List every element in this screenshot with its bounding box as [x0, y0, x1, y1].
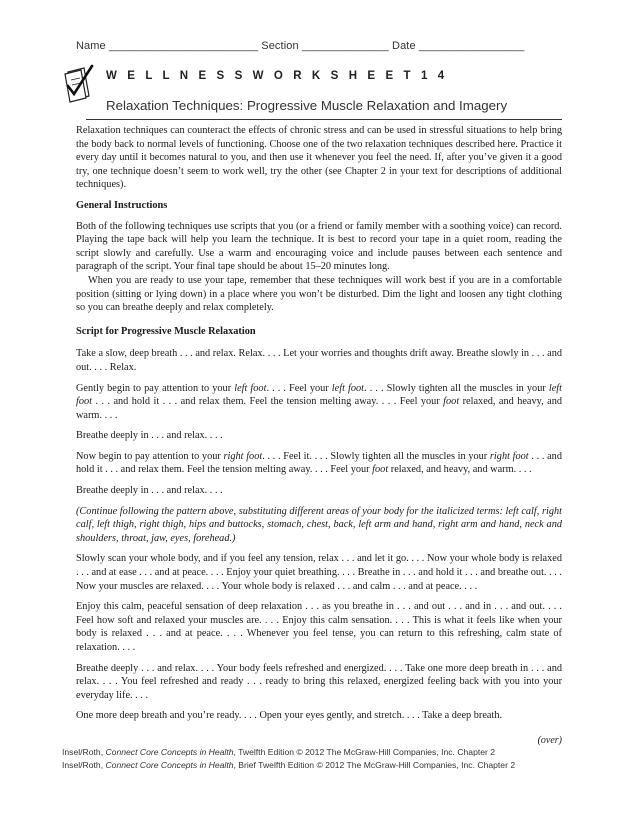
- script-step-10: One more deep breath and you’re ready. . . . Open your eyes gently, and stretch. . . . Take a deep breath.: [76, 710, 503, 722]
- footer-line-2: Insel/Roth, Connect Core Concepts in Health, Brief Twelfth Edition © 2012 The McGraw-Hill Companies, Inc. Chapter 2: [62, 760, 516, 770]
- script-step-1: Take a slow, deep breath . . . and relax. Relax. . . . Let your worries and thoughts drift away. Breathe slowly in . . . and out. . . . Relax.: [76, 348, 562, 373]
- script-step-4: Now begin to pay attention to your right foot. . . . Feel it. . . . Slowly tighten all the muscles in your right foot . . . and hold it . . . and relax them. Feel the tension melting away. . . . Feel your foot relaxed, and heavy, and warm. . . .: [76, 450, 562, 476]
- footer-line-1: Insel/Roth, Connect Core Concepts in Health, Twelfth Edition © 2012 The McGraw-Hill Companies, Inc. Chapter 2: [62, 747, 496, 757]
- copyright-footer: [62, 746, 515, 772]
- script-step-5: Breathe deeply in . . . and relax. . . .: [76, 485, 223, 497]
- general-instructions-paragraph-1: Both of the following techniques use scripts that you (or a friend or family member with a soothing voice) can record. Playing the tape back will help you learn the technique. It is best to record your tape in a quiet room, reading the script slowly and carefully. Use a warm and encouraging voice and include pauses between each sentence and paragraph of the script. Your final tape should be about 15–20 minutes long.: [76, 220, 562, 273]
- worksheet-header: [76, 58, 562, 124]
- script-pattern-note: (Continue following the pattern above, substituting different areas of your body for the italicized terms: left calf, right calf, left thigh, right thigh, hips and buttocks, stomach, chest, back, left arm and hand, right arm and hand, neck and shoulders, throat, jaw, eyes, forehead.): [76, 505, 562, 544]
- script-step-3: Breathe deeply in . . . and relax. . . .: [76, 430, 223, 442]
- general-instructions-heading: General Instructions: [76, 199, 168, 211]
- intro-paragraph: Relaxation techniques can counteract the effects of chronic stress and can be used in stressful situations to help bring the body back to normal levels of functioning. Choose one of the two relaxation techniques described here. Practice it every day until it becomes natural to you, and then use it whenever you feel the need. If, after you’ve given it a good try, one technique doesn’t seem to work well, try the other (see Chapter 2 in your text for descriptions of additional techniques).: [76, 125, 562, 191]
- name-section-date-line: Name ________________________ Section ______________ Date _________________: [76, 40, 525, 52]
- script-step-7: Slowly scan your whole body, and if you feel any tension, relax . . . and let it go. . . . Now your whole body is relaxed . . . and at ease . . . and at peace. . . . Enjoy your quiet breathing. . . . Breathe in . . . and hold it . . . and breathe out. . . . Now your muscles are relaxed. . . . Your whole body is relaxed . . . and calm . . . and at peace. . . .: [76, 553, 562, 592]
- script-heading: Script for Progressive Muscle Relaxation: [76, 325, 256, 337]
- worksheet-body: [76, 124, 562, 723]
- general-instructions-paragraph-2: When you are ready to use your tape, remember that these techniques will work best if you are in a comfortable position (sitting or lying down) in a place where you won’t be disturbed. Dim the light and loosen any tight clothing so you can breathe deeply and relax completely.: [76, 274, 562, 314]
- script-step-9: Breathe deeply . . . and relax. . . . Your body feels refreshed and energized. . . . Take one more deep breath in . . . and relax. . . . You feel refreshed and ready . . . ready to bring this relaxed, energized feeling back with you into your everyday life. . . .: [76, 662, 562, 701]
- worksheet-title: W E L L N E S S W O R K S H E E T 1 4: [106, 70, 448, 82]
- worksheet-page: [76, 40, 562, 730]
- over-label: (over): [537, 735, 562, 746]
- worksheet-subtitle: Relaxation Techniques: Progressive Muscle Relaxation and Imagery: [106, 98, 508, 113]
- script-step-8: Enjoy this calm, peaceful sensation of deep relaxation . . . as you breathe in . . . and out . . . and in . . . and out. . . . Feel how soft and relaxed your muscles are. . . . Enjoy this calm sensation. . . . This is what it feels like when your body is relaxed . . . and at peace. . . . Whenever you feel tense, you can return to this refreshing, calm state of relaxation. . . .: [76, 601, 562, 653]
- script-step-2: Gently begin to pay attention to your left foot. . . . Feel your left foot. . . . Slowly tighten all the muscles in your left foot . . . and hold it . . . and relax them. Feel the tension melting away. . . . Feel your foot relaxed, and heavy, and warm. . . .: [76, 382, 562, 421]
- checklist-icon: [62, 62, 96, 104]
- header-rule: [86, 119, 562, 120]
